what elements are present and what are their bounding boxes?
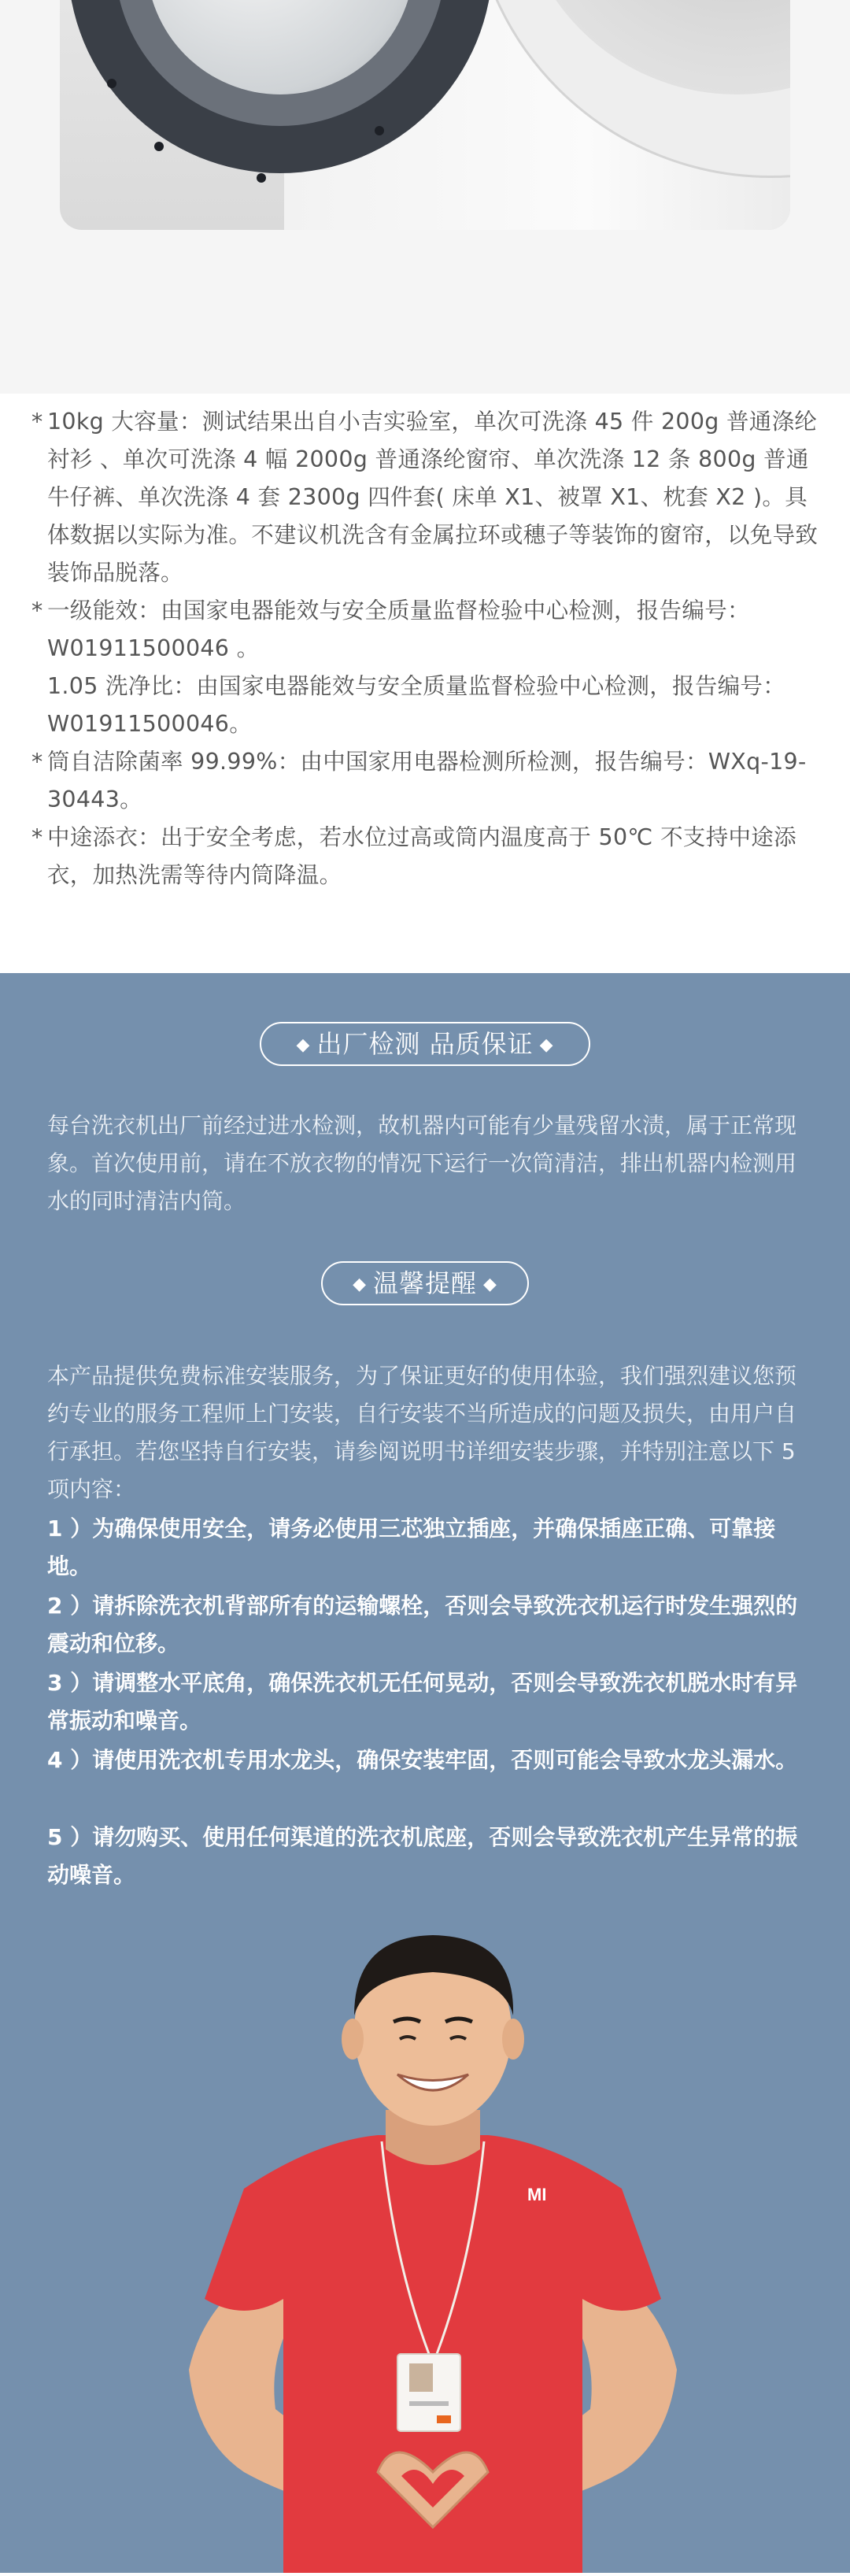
badge-photo (409, 2363, 433, 2392)
engineer-illustration (157, 1929, 708, 2573)
footnote-text: 中途添衣：出于安全考虑，若水位过高或筒内温度高于 50℃ 不支持中途添衣，加热洗需等待内筒降温。 (47, 824, 796, 888)
ear (342, 2019, 364, 2060)
badge-logo (437, 2415, 451, 2423)
footnote-add-clothes (31, 819, 819, 894)
door-bolt (257, 173, 266, 183)
reminder-item-4: 4 ）请使用洗衣机专用水龙头，确保安装牢固，否则可能会导致水龙头漏水。 (47, 1747, 798, 1773)
asterisk: * (31, 598, 43, 624)
door-bolt (154, 142, 164, 151)
footnote-text: 筒自洁除菌率 99.99%：由中国家用电器检测所检测，报告编号：WXq-19-30443。 (47, 749, 807, 812)
footnote-wash-ratio (31, 668, 819, 743)
asterisk: * (31, 409, 43, 435)
reminder-item-1: 1 ）为确保使用安全，请务必使用三芯独立插座，并确保插座正确、可靠接地。 (47, 1516, 776, 1579)
footnote-text: 10kg 大容量：测试结果出自小吉实验室，单次可洗涤 45 件 200g 普通涤纶衬衫 、单次可洗涤 4 幅 2000g 普通涤纶窗帘、单次洗涤 12 条 800g 普通牛仔裤、单次洗涤 4 套 2300g 四件套( 床单 X1、被罩 X1、枕套 X2 )。具体数据以实际为准。不建议机洗含有金属拉环或穗子等装饰的窗帘，以免导致装饰品脱落。 (47, 409, 819, 586)
diamond-icon: ◆ (296, 1035, 311, 1055)
footnotes (31, 403, 819, 894)
footnote-text: 1.05 洗净比：由国家电器能效与安全质量监督检验中心检测，报告编号：W01911500046。 (47, 673, 786, 737)
hero-section (0, 0, 850, 394)
service-engineer-photo (157, 1929, 708, 2573)
footnote-sterilization (31, 743, 819, 819)
diamond-icon: ◆ (353, 1275, 367, 1294)
footnote-capacity (31, 403, 819, 592)
asterisk: * (31, 824, 43, 850)
section-title-text: 出厂检测 品质保证 (316, 1029, 534, 1059)
section-title-text: 温馨提醒 (372, 1268, 477, 1298)
door-bolt (107, 79, 116, 88)
footnote-energy (31, 592, 819, 668)
footnote-text: 一级能效：由国家电器能效与安全质量监督检验中心检测，报告编号：W01911500046 。 (47, 598, 750, 661)
badge-line (409, 2401, 449, 2406)
shirt-logo: MI (527, 2185, 547, 2204)
ear (502, 2019, 524, 2060)
diamond-icon: ◆ (539, 1035, 554, 1055)
reminder-intro: 本产品提供免费标准安装服务，为了保证更好的使用体验，我们强烈建议您预约专业的服务工程师上门安装，自行安装不当所造成的问题及损失，由用户自行承担。若您坚持自行安装，请参阅说明书详细安装步骤，并特别注意以下 5项内容： (47, 1363, 797, 1502)
washing-machine-image (60, 0, 790, 230)
reminder-item-3: 3 ）请调整水平底角，确保洗衣机无任何晃动，否则会导致洗衣机脱水时有异常振动和噪音。 (47, 1670, 798, 1734)
door-bolt (375, 126, 384, 135)
section-title-factory-check (260, 1022, 590, 1066)
asterisk: * (31, 749, 43, 775)
reminder-item-2: 2 ）请拆除洗衣机背部所有的运输螺栓，否则会导致洗衣机运行时发生强烈的震动和位移。 (47, 1593, 798, 1656)
diamond-icon: ◆ (483, 1275, 497, 1294)
section-title-reminder (321, 1261, 529, 1305)
factory-check-text: 每台洗衣机出厂前经过进水检测，故机器内可能有少量残留水渍，属于正常现象。首次使用前，请在不放衣物的情况下运行一次筒清洁，排出机器内检测用水的同时清洁内筒。 (47, 1112, 797, 1214)
reminder-item-5: 5 ）请勿购买、使用任何渠道的洗衣机底座，否则会导致洗衣机产生异常的振动噪音。 (47, 1824, 798, 1888)
